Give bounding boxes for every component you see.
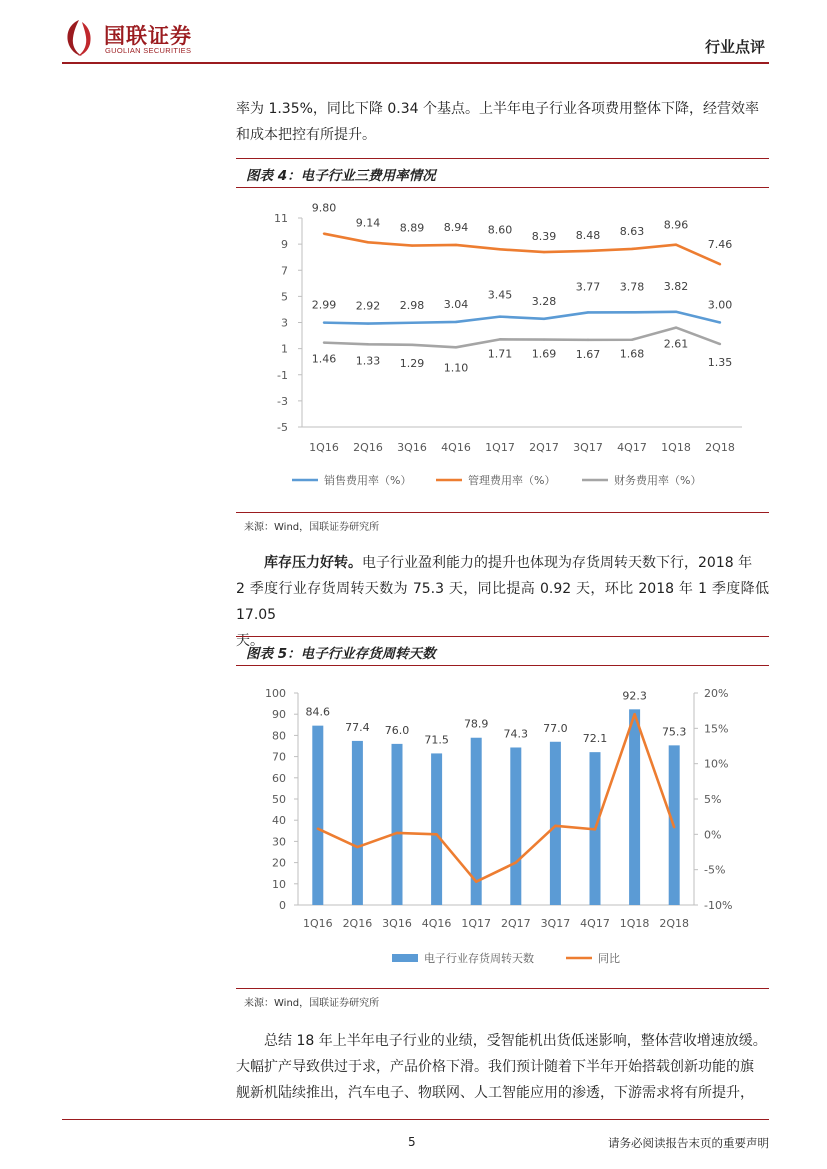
bar-data-label: 77.0 [543,721,568,735]
data-label: 2.92 [355,299,381,313]
paragraph-lead: 库存压力好转。 [264,555,362,571]
data-point [675,311,677,313]
x-tick-label: 2Q16 [342,917,373,930]
y2-tick-label: 0% [704,828,722,842]
header-divider [62,62,769,64]
paragraph-line: 天。 [236,633,264,649]
paragraph-line: 舰新机陆续推出，汽车电子、物联网、人工智能应用的渗透，下游需求将有所提升， [236,1085,754,1101]
data-point [543,338,545,340]
data-label: 3.28 [531,294,557,308]
data-label: 8.94 [443,220,469,234]
y-tick-label: 20 [272,856,286,870]
data-point [323,321,325,323]
paragraph-line: 和成本把控有所提升。 [236,127,376,143]
data-label: 3.77 [575,280,601,294]
y-tick-label: 7 [281,264,288,278]
legend-label: 电子行业存货周转天数 [424,952,534,965]
paragraph-line: 率为 1.35%，同比下降 0.34 个基点。上半年电子行业各项费用整体下降，经营效率 [236,101,759,117]
y2-tick-label: -10% [704,899,733,912]
bar [312,726,323,905]
data-point [411,244,413,246]
page-number: 5 [408,1135,416,1149]
y-tick-label: 30 [272,835,286,849]
y-tick-label: 90 [272,708,286,722]
x-tick-label: 1Q17 [485,441,515,454]
bar [510,747,521,905]
x-tick-label: 1Q16 [309,441,339,454]
y-tick-label: -5 [277,421,288,434]
expense-ratio-chart [236,190,769,510]
data-label: 8.60 [487,223,513,237]
data-label: 3.78 [619,280,645,294]
data-label: 1.33 [355,354,381,368]
x-tick-label: 2Q16 [353,441,383,454]
data-point [323,341,325,343]
bar [431,753,442,905]
data-label: 1.46 [311,352,337,366]
bar-data-label: 78.9 [463,717,489,731]
figure-5-title: 图表 5：电子行业存货周转天数 [246,646,436,662]
data-point [543,251,545,253]
data-point [367,343,369,345]
data-label: 8.96 [663,218,689,232]
figure-4-bottom-rule [236,512,769,513]
figure-5-title-bar [236,636,769,666]
data-point [455,321,457,323]
yoy-point [356,846,358,848]
yoy-point [673,826,675,828]
paragraph-line: 总结 18 年上半年电子行业的业绩，受智能机出货低迷影响，整体营收增速放缓。 [264,1033,767,1049]
data-label: 1.35 [707,356,733,370]
figure-5-bottom-rule [236,988,769,989]
data-point [455,346,457,348]
data-label: 1.71 [487,347,513,361]
paragraph-expense-summary [236,96,769,148]
x-tick-label: 1Q18 [661,441,691,454]
data-label: 2.99 [311,298,337,312]
logo-text-cn: 国联证券 [104,24,192,48]
bar-data-label: 92.3 [622,689,647,703]
x-tick-label: 2Q18 [705,441,735,454]
data-point [587,311,589,313]
data-point [587,339,589,341]
data-label: 2.61 [663,337,689,351]
figure-4-title-bar [236,158,769,188]
data-label: 1.69 [531,347,557,361]
x-tick-label: 4Q17 [580,917,610,930]
yoy-point [554,825,556,827]
y-tick-label: 0 [279,899,286,912]
data-label: 1.68 [619,347,645,361]
bar-data-label: 75.3 [661,725,687,739]
x-tick-label: 3Q17 [573,441,603,454]
company-logo [62,18,242,58]
data-point [323,232,325,234]
x-tick-label: 1Q16 [302,917,333,930]
data-point [455,244,457,246]
y-tick-label: -1 [277,368,288,382]
bar-data-label: 76.0 [384,723,410,737]
y-tick-label: 1 [281,342,288,356]
data-point [631,311,633,313]
data-point [411,322,413,324]
legend-label: 管理费用率（%） [468,474,556,487]
paragraph-line: 电子行业盈利能力的提升也体现为存货周转天数下行，2018 年 [362,555,753,571]
data-label: 9.14 [355,216,381,230]
data-point [367,241,369,243]
y-tick-label: 50 [272,793,286,806]
y-tick-label: 70 [272,750,286,764]
x-tick-label: 2Q17 [500,917,531,930]
y-tick-label: 60 [272,771,286,785]
yoy-point [594,828,596,830]
legend-label: 销售费用率（%） [324,474,412,487]
bar [352,741,363,905]
bar [392,744,403,905]
y-tick-label: 3 [281,316,288,330]
y2-tick-label: 20% [704,687,729,700]
logo-emblem-icon [62,18,96,58]
data-label: 2.98 [399,298,425,312]
yoy-point [633,713,635,715]
y-tick-label: 10 [272,877,286,891]
logo-text-en: GUOLIAN SECURITIES [105,46,192,55]
x-tick-label: 4Q16 [421,917,452,930]
figure-5-source: 来源：Wind，国联证券研究所 [244,998,380,1009]
y2-tick-label: -5% [704,863,726,877]
data-point [367,322,369,324]
y-tick-label: 11 [274,212,288,225]
bar-data-label: 71.5 [424,733,449,747]
footer-disclaimer: 请务必阅读报告末页的重要声明 [608,1136,769,1150]
series-line-2 [324,234,720,265]
data-point [631,339,633,341]
bar [550,742,561,905]
data-label: 9.80 [311,201,337,215]
data-label: 8.39 [531,230,557,244]
data-label: 3.82 [663,279,689,293]
document-type: 行业点评 [704,38,765,56]
x-tick-label: 4Q17 [617,441,647,454]
data-point [499,315,501,317]
data-point [675,243,677,245]
yoy-line [318,714,674,881]
x-tick-label: 3Q17 [540,917,571,930]
data-point [675,326,677,328]
data-point [719,343,721,345]
series-line-3 [324,328,720,348]
paragraph-conclusion [236,1028,769,1106]
paragraph-line: 2 季度行业存货周转天数为 75.3 天，同比提高 0.92 天，环比 2018 年 1 季度降低 17.05 [236,581,769,623]
y-tick-label: 40 [272,814,286,828]
bar-data-label: 84.6 [305,705,331,719]
bar-data-label: 72.1 [582,732,608,746]
y-tick-label: 100 [265,687,286,700]
y2-tick-label: 15% [704,722,729,736]
figure-4-title: 图表 4：电子行业三费用率情况 [246,168,436,184]
data-point [499,248,501,250]
data-label: 1.67 [575,347,601,361]
paragraph-line: 大幅扩产导致供过于求，产品价格下滑。我们预计随着下半年开始搭载创新功能的旗 [236,1059,754,1075]
data-label: 3.04 [443,297,469,311]
footer-divider [62,1119,769,1120]
yoy-point [317,827,319,829]
yoy-point [475,880,477,882]
legend-label: 财务费用率（%） [614,474,702,487]
inventory-turnover-chart [236,668,769,986]
data-point [587,250,589,252]
y-tick-label: 5 [281,290,288,304]
data-label: 8.48 [575,228,601,242]
bar [629,709,640,905]
x-tick-label: 2Q17 [529,441,559,454]
figure-4-source: 来源：Wind，国联证券研究所 [244,522,380,533]
y2-tick-label: 10% [704,757,729,771]
yoy-point [515,861,517,863]
data-point [631,248,633,250]
data-label: 8.63 [619,224,645,238]
data-label: 3.00 [707,298,733,312]
series-line-1 [324,312,720,324]
x-tick-label: 3Q16 [397,441,427,454]
y-tick-label: -3 [277,394,288,408]
data-point [719,263,721,265]
data-label: 1.10 [443,361,469,375]
data-point [719,321,721,323]
x-tick-label: 2Q18 [659,917,690,930]
yoy-point [396,832,398,834]
page-header [0,0,827,64]
data-label: 1.29 [399,356,425,370]
data-label: 7.46 [707,238,733,252]
y2-tick-label: 5% [704,793,722,806]
x-tick-label: 3Q16 [382,917,412,930]
data-point [411,344,413,346]
y-tick-label: 80 [272,729,286,743]
x-tick-label: 1Q17 [461,917,492,930]
x-tick-label: 1Q18 [619,917,650,930]
data-point [543,318,545,320]
bar-data-label: 74.3 [503,727,529,741]
legend-label: 同比 [598,952,620,965]
y-tick-label: 9 [281,238,288,252]
data-label: 8.89 [399,221,425,235]
legend-swatch [392,954,418,962]
yoy-point [435,833,437,835]
data-point [499,338,501,340]
x-tick-label: 4Q16 [441,441,471,454]
data-label: 3.45 [487,288,513,302]
bar-data-label: 77.4 [345,720,370,734]
